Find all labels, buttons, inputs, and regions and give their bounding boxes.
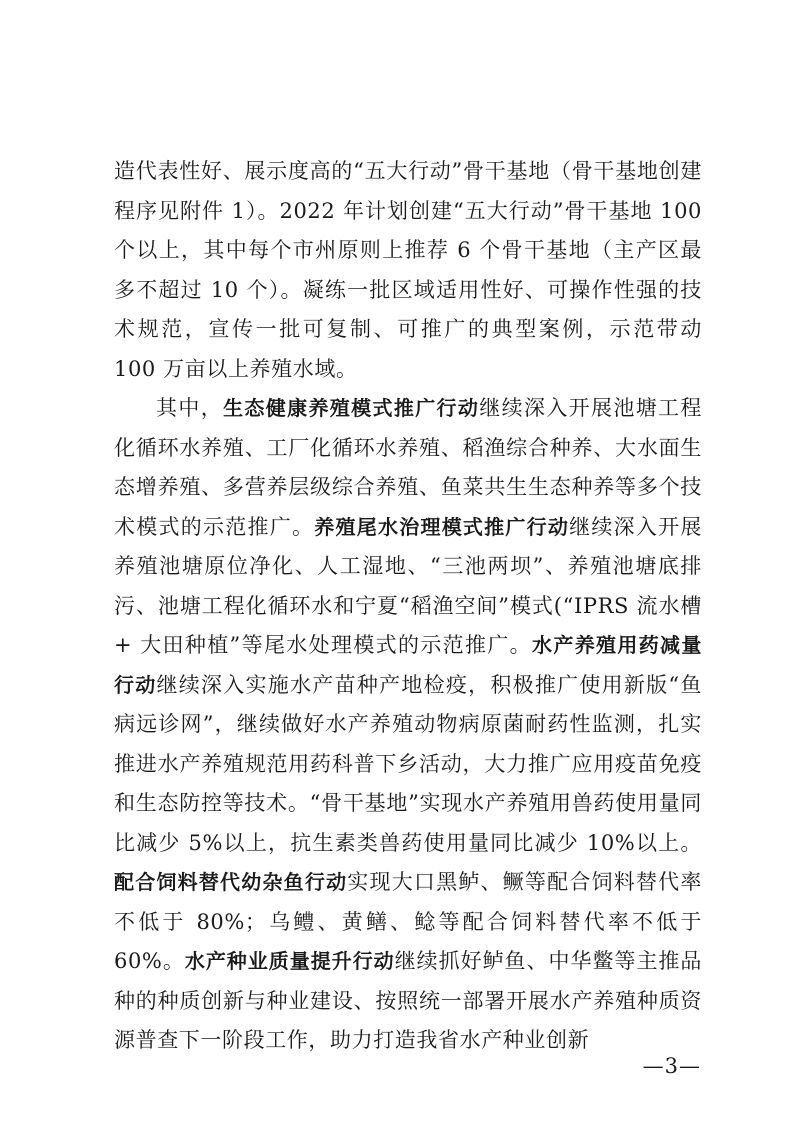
eco-healthy-farming-text: 继续深入开展池塘工程化循环水养殖、工厂化循环水养殖、稻渔综合种养、大水面生态增养殖、多营养层级综合养殖、鱼菜共生生态种养等多个技术模式的示范推广。: [114, 396, 703, 539]
heading-eco-healthy-farming: 生态健康养殖模式推广行动: [223, 396, 480, 420]
paragraph-2: [114, 389, 702, 1061]
heading-drug-reduction: 水产养殖用药减量行动: [114, 633, 702, 697]
heading-feed-replacement: 配合饲料替代幼杂鱼行动: [114, 870, 348, 894]
seed-quality-text: 继续抓好鲈鱼、中华鳖等主推品种的种质创新与种业建设、按照统一部署开展水产养殖种质资源普查下一阶段工作，助力打造我省水产种业创新: [114, 949, 703, 1052]
paragraph-1: [114, 152, 702, 389]
paragraph-1-text: 造代表性好、展示度高的“五大行动”骨干基地（骨干基地创建程序见附件 1）。2022 年计划创建“五大行动”骨干基地 100 个以上，其中每个市州原则上推荐 6 个骨干基地（主产区最多不超过 10 个）。凝练一批区域适用性好、可操作性强的技术规范，宣传一批可复制、可推广的典型案例，示范带动 100 万亩以上养殖水域。: [114, 159, 702, 381]
heading-seed-quality: 水产种业质量提升行动: [184, 949, 395, 973]
drug-reduction-text: 继续深入实施水产苗种产地检疫，积极推广使用新版“鱼病远诊网”，继续做好水产养殖动物病原菌耐药性监测，扎实推进水产养殖规范用药科普下乡活动，大力推广应用疫苗免疫和生态防控等技术。“骨干基地”实现水产养殖用兽药使用量同比减少 5%以上，抗生素类兽药使用量同比减少 10%以上。: [114, 672, 702, 855]
tailwater-treatment-text: 继续深入开展养殖池塘原位净化、人工湿地、“三池两坝”、养殖池塘底排污、池塘工程化循环水和宁夏“稻渔空间”模式(“IPRS 流水槽 + 大田种植”等尾水处理模式的示范推广。: [114, 514, 702, 657]
feed-replacement-text: 实现大口黑鲈、鳜等配合饲料替代率不低于 80%；乌鳢、黄鳝、鲶等配合饲料替代率不低于 60%。: [114, 870, 702, 973]
heading-tailwater-treatment: 养殖尾水治理模式推广行动: [314, 514, 570, 539]
body-text: [114, 152, 702, 1061]
page-number: —3—: [642, 1054, 701, 1078]
paragraph-2-intro: 其中，: [156, 396, 224, 420]
